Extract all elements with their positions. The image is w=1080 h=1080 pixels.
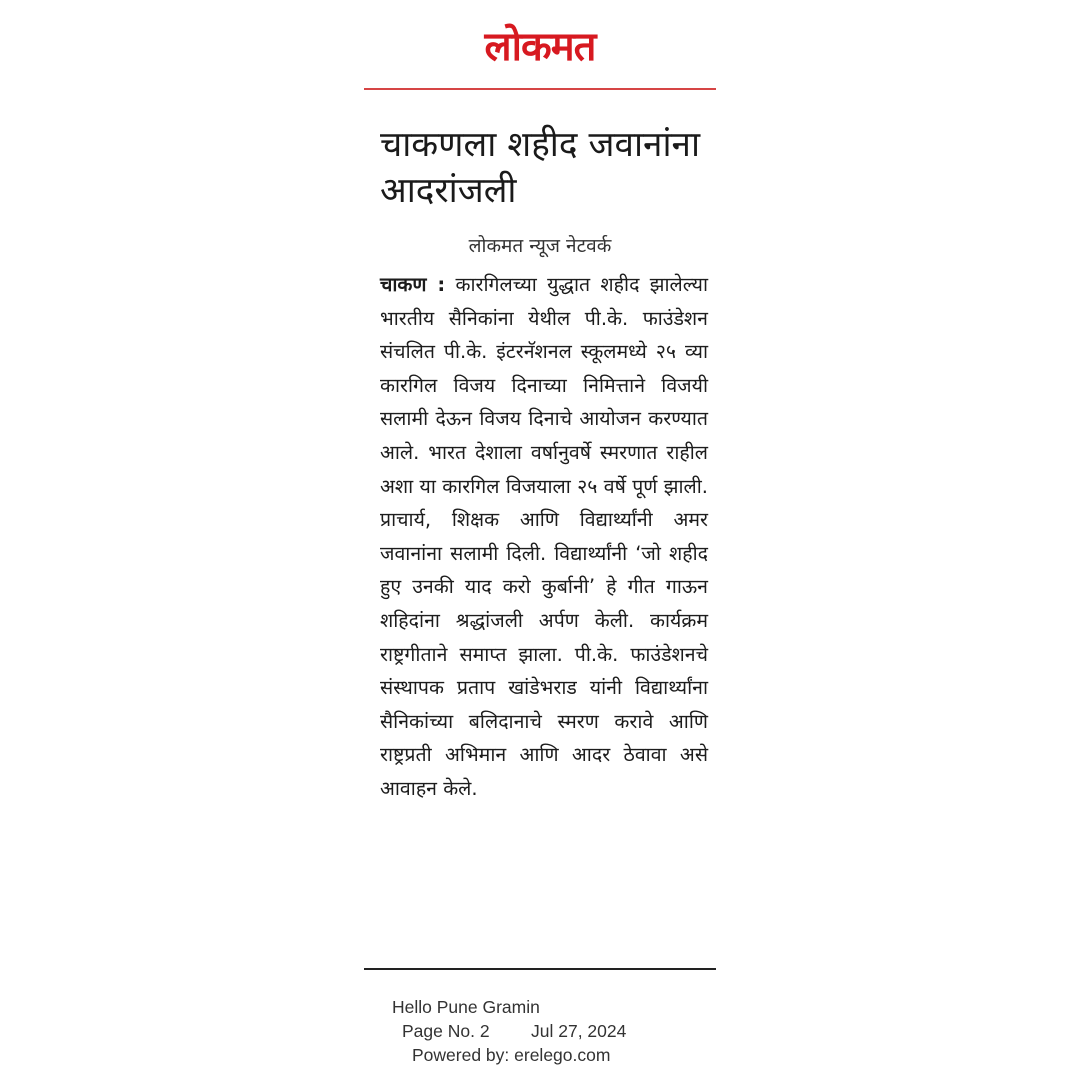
article-headline: चाकणला शहीद जवानांना आदरांजली: [380, 125, 701, 211]
article-byline: लोकमत न्यूज नेटवर्क: [468, 235, 612, 257]
article-dateline: चाकण :: [380, 273, 446, 296]
article-body-text: कारगिलच्या युद्धात शहीद झालेल्या भारतीय सैनिकांना येथील पी.के. फाउंडेशन संचलित पी.के. इंटरनॅशनल स्कूलमध्ये २५ व्या कारगिल विजय दिनाच्या निमित्ताने विजयी सलामी देऊन विजय दिनाचे आयोजन करण्यात आले. भारत देशाला वर्षानुवर्षे स्मरणात राहील अशा या कारगिल विजयाला २५ वर्षे पूर्ण झाली. प्राचार्य, शिक्षक आणि विद्यार्थ्यांनी अमर जवानांना सलामी दिली. विद्यार्थ्यांनी ‘जो शहीद हुए उनकी याद करो कुर्बानी’ हे गीत गाऊन शहिदांना श्रद्धांजली अर्पण केली. कार्यक्रम राष्ट्रगीताने समाप्त झाला. पी.के. फाउंडेशनचे संस्थापक प्रताप खांडेभराड यांनी विद्यार्थ्यांना सैनिकांच्या बलिदानाचे स्मरण करावे आणि राष्ट्रप्रती अभिमान आणि आदर ठेवावा असे आवाहन केले.: [380, 273, 708, 800]
masthead-divider: [364, 88, 716, 90]
newspaper-masthead-logo: लोकमत: [484, 24, 596, 70]
publication-date: Jul 27, 2024: [531, 1021, 627, 1041]
powered-by-credit: Powered by: erelego.com: [412, 1045, 611, 1065]
page-number: Page No. 2: [402, 1021, 490, 1041]
article-body: [380, 268, 708, 806]
edition-name: Hello Pune Gramin: [392, 997, 540, 1017]
article-end-divider: [364, 968, 716, 970]
news-clipping: [364, 0, 716, 972]
